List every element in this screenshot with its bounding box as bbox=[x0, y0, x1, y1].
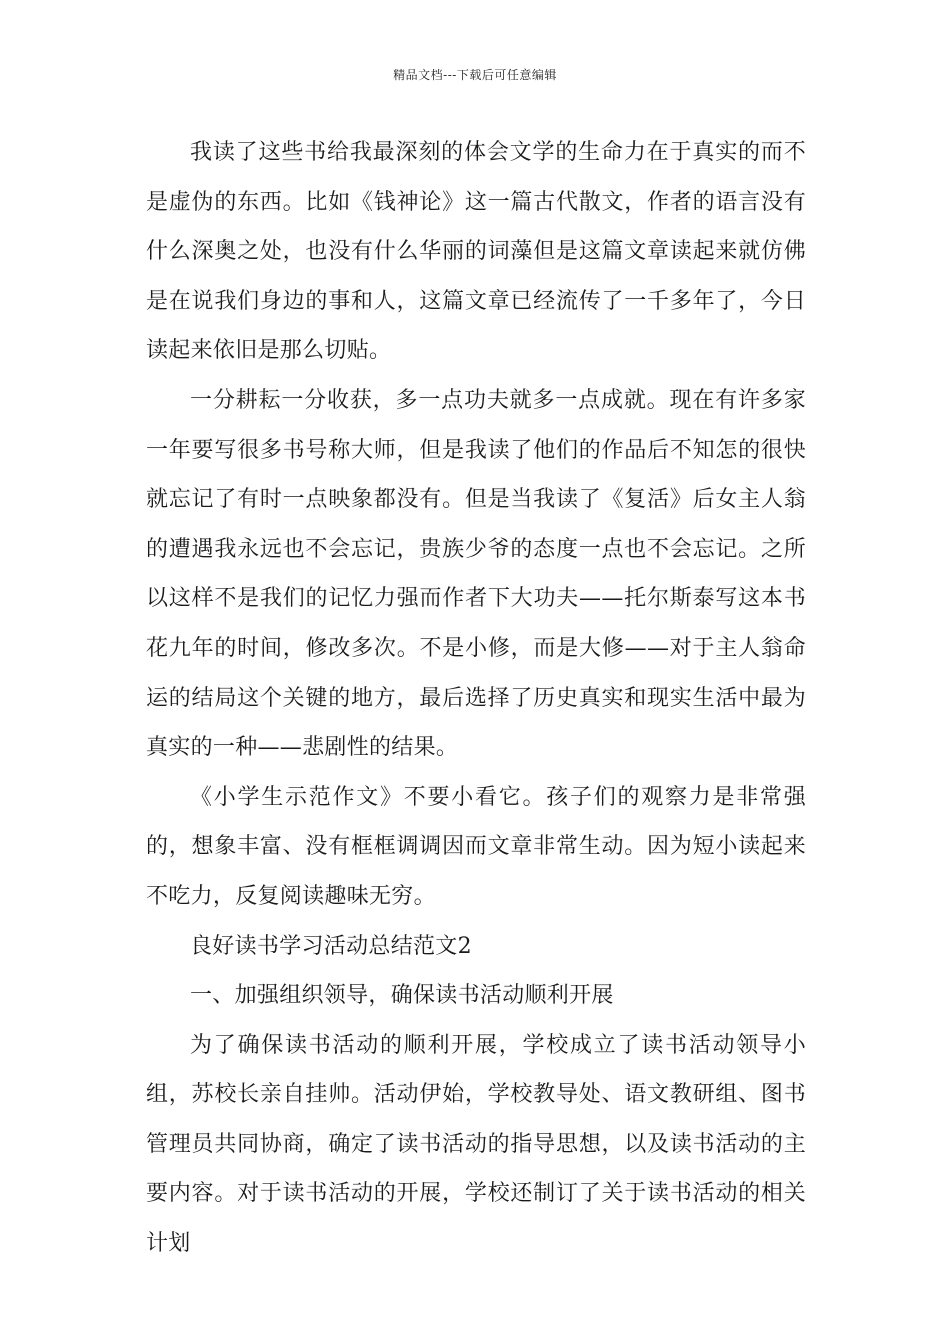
page-header-note: 精品文档---下载后可任意编辑 bbox=[393, 68, 557, 82]
subsection-title: 一、加强组织领导，确保读书活动顺利开展 bbox=[190, 983, 614, 1009]
body-paragraph-1: 我读了这些书给我最深刻的体会文学的生命力在于真实的而不是虚伪的东西。比如《钱神论》这一篇古代散文，作者的语言没有什么深奥之处，也没有什么华丽的词藻但是这篇文章读起来就仿佛是在说我们身边的事和人，这篇文章已经流传了一千多年了，今日读起来依旧是那么切贴。 bbox=[146, 140, 806, 364]
body-paragraph-4: 为了确保读书活动的顺利开展，学校成立了读书活动领导小组，苏校长亲自挂帅。活动伊始，学校教导处、语文教研组、图书管理员共同协商，确定了读书活动的指导思想，以及读书活动的主要内容。对于读书活动的开展，学校还制订了关于读书活动的相关计划 bbox=[146, 1032, 806, 1257]
body-paragraph-2: 一分耕耘一分收获，多一点功夫就多一点成就。现在有许多家一年要写很多书号称大师，但是我读了他们的作品后不知怎的很快就忘记了有时一点映象都没有。但是当我读了《复活》后女主人翁的遭遇我永远也不会忘记，贵族少爷的态度一点也不会忘记。之所以这样不是我们的记忆力强而作者下大功夫——托尔斯泰写这本书花九年的时间，修改多次。不是小修，而是大修——对于主人翁命运的结局这个关键的地方，最后选择了历史真实和现实生活中最为真实的一种——悲剧性的结果。 bbox=[146, 387, 806, 761]
section-title: 良好读书学习活动总结范文2 bbox=[190, 933, 472, 959]
body-paragraph-3: 《小学生示范作文》不要小看它。孩子们的观察力是非常强的，想象丰富、没有框框调调因而文章非常生动。因为短小读起来不吃力，反复阅读趣味无穷。 bbox=[146, 784, 806, 909]
document-body bbox=[146, 128, 806, 1269]
